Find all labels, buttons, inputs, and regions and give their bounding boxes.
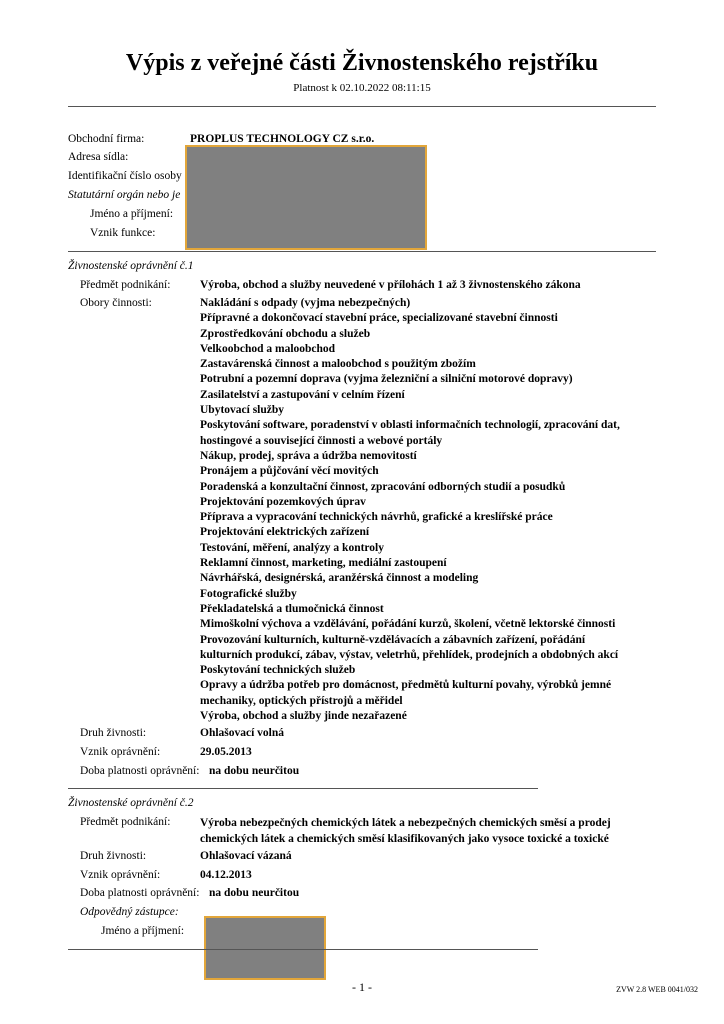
- activity-item: mechaniky, optických přístrojů a měřidel: [200, 694, 403, 707]
- page-number: - 1 -: [352, 980, 372, 994]
- activities-list: [200, 296, 660, 724]
- permit-2-divider: [68, 949, 538, 950]
- activity-item: Poradenská a konzultační činnost, zpracování odborných studií a posudků: [200, 480, 566, 493]
- activity-item: Potrubní a pozemní doprava (vyjma železniční a silniční motorové dopravy): [200, 373, 573, 386]
- duration-value: na dobu neurčitou: [209, 887, 300, 899]
- subject-label: Předmět podnikání:: [80, 816, 171, 828]
- activity-item: Zprostředkování obchodu a služeb: [200, 327, 371, 340]
- duration-label: Doba platnosti oprávnění:: [80, 765, 200, 777]
- origin-value: 29.05.2013: [200, 746, 252, 758]
- statutory-label: Statutární orgán nebo je: [68, 189, 181, 201]
- redaction-block: [185, 145, 427, 250]
- activity-item: Pronájem a půjčování věcí movitých: [200, 465, 379, 478]
- representative-label: Odpovědný zástupce:: [80, 906, 179, 918]
- activity-item: Příprava a vypracování technických návrhů, grafické a kreslířské práce: [200, 511, 553, 524]
- subject-line: chemických látek a chemických směsí klasifikovaných jako vysoce toxické a toxické: [200, 832, 609, 845]
- activity-item: Projektování pozemkových úprav: [200, 495, 366, 508]
- activity-item: Zasilatelství a zastupování v celním řízení: [200, 388, 405, 401]
- redaction-block: [204, 916, 326, 980]
- activity-item: Projektování elektrických zařízení: [200, 526, 370, 539]
- activity-item: Reklamní činnost, marketing, mediální zastoupení: [200, 557, 447, 570]
- activity-item: Fotografické služby: [200, 587, 297, 600]
- firm-value: PROPLUS TECHNOLOGY CZ s.r.o.: [190, 133, 375, 145]
- company-divider: [68, 251, 656, 252]
- permit-1-divider: [68, 788, 538, 789]
- origin-label: Vznik oprávnění:: [80, 746, 161, 758]
- activity-item: Zastavárenská činnost a maloobchod s použitým zbožím: [200, 358, 476, 371]
- activity-item: hostingové a související činnosti a webové portály: [200, 434, 443, 447]
- function-label: Vznik funkce:: [90, 227, 156, 239]
- activity-item: Poskytování technických služeb: [200, 664, 356, 677]
- permit-2-heading: Živnostenské oprávnění č.2: [68, 797, 194, 809]
- activity-item: Opravy a údržba potřeb pro domácnost, předmětů kulturní povahy, výrobků jemné: [200, 679, 612, 692]
- fields-label: Obory činnosti:: [80, 297, 152, 309]
- name-label: Jméno a příjmení:: [90, 208, 174, 220]
- type-label: Druh živnosti:: [80, 850, 147, 862]
- subject-value: [200, 816, 611, 847]
- activity-item: Provozování kulturních, kulturně-vzdělávacích a zábavních zařízení, pořádání: [200, 633, 586, 646]
- name-label: Jméno a příjmení:: [101, 925, 185, 937]
- validity-date: Platnost k 02.10.2022 08:11:15: [293, 82, 431, 94]
- header-divider: [68, 106, 656, 107]
- type-label: Druh živnosti:: [80, 727, 147, 739]
- activity-item: Přípravné a dokončovací stavební práce, specializované stavební činnosti: [200, 312, 558, 325]
- form-code: ZVW 2.8 WEB 0041/032: [616, 985, 698, 994]
- activity-item: Poskytování software, poradenství v oblasti informačních technologií, zpracování dat,: [200, 419, 620, 432]
- permit-1-heading: Živnostenské oprávnění č.1: [68, 260, 194, 272]
- activity-item: Nákup, prodej, správa a údržba nemovitostí: [200, 449, 417, 462]
- type-value: Ohlašovací vázaná: [200, 850, 292, 862]
- subject-label: Předmět podnikání:: [80, 279, 171, 291]
- type-value: Ohlašovací volná: [200, 727, 285, 739]
- activity-item: Mimoškolní výchova a vzdělávání, pořádání kurzů, školení, včetně lektorské činnosti: [200, 618, 616, 631]
- origin-value: 04.12.2013: [200, 869, 252, 881]
- activity-item: Ubytovací služby: [200, 404, 285, 417]
- duration-label: Doba platnosti oprávnění:: [80, 887, 200, 899]
- activity-item: Velkoobchod a maloobchod: [200, 342, 336, 355]
- document-title: Výpis z veřejné části Živnostenského rejstříku: [125, 50, 599, 76]
- activity-item: Výroba, obchod a služby jinde nezařazené: [200, 710, 407, 723]
- duration-value: na dobu neurčitou: [209, 765, 300, 777]
- address-label: Adresa sídla:: [68, 151, 129, 163]
- activity-item: Testování, měření, analýzy a kontroly: [200, 541, 385, 554]
- subject-line: Výroba nebezpečných chemických látek a nebezpečných chemických směsí a prodej: [200, 817, 611, 829]
- firm-label: Obchodní firma:: [68, 133, 145, 145]
- subject-value: Výroba, obchod a služby neuvedené v přílohách 1 až 3 živnostenského zákona: [200, 279, 581, 291]
- activity-item: Překladatelská a tlumočnická činnost: [200, 602, 384, 615]
- id-label: Identifikační číslo osoby: [68, 170, 182, 182]
- origin-label: Vznik oprávnění:: [80, 869, 161, 881]
- activity-item: Nakládání s odpady (vyjma nebezpečných): [200, 297, 411, 309]
- activity-item: Návrhářská, designérská, aranžérská činnost a modeling: [200, 572, 479, 585]
- activity-item: kulturních produkcí, zábav, výstav, veletrhů, přehlídek, prodejních a obdobných akcí: [200, 648, 619, 661]
